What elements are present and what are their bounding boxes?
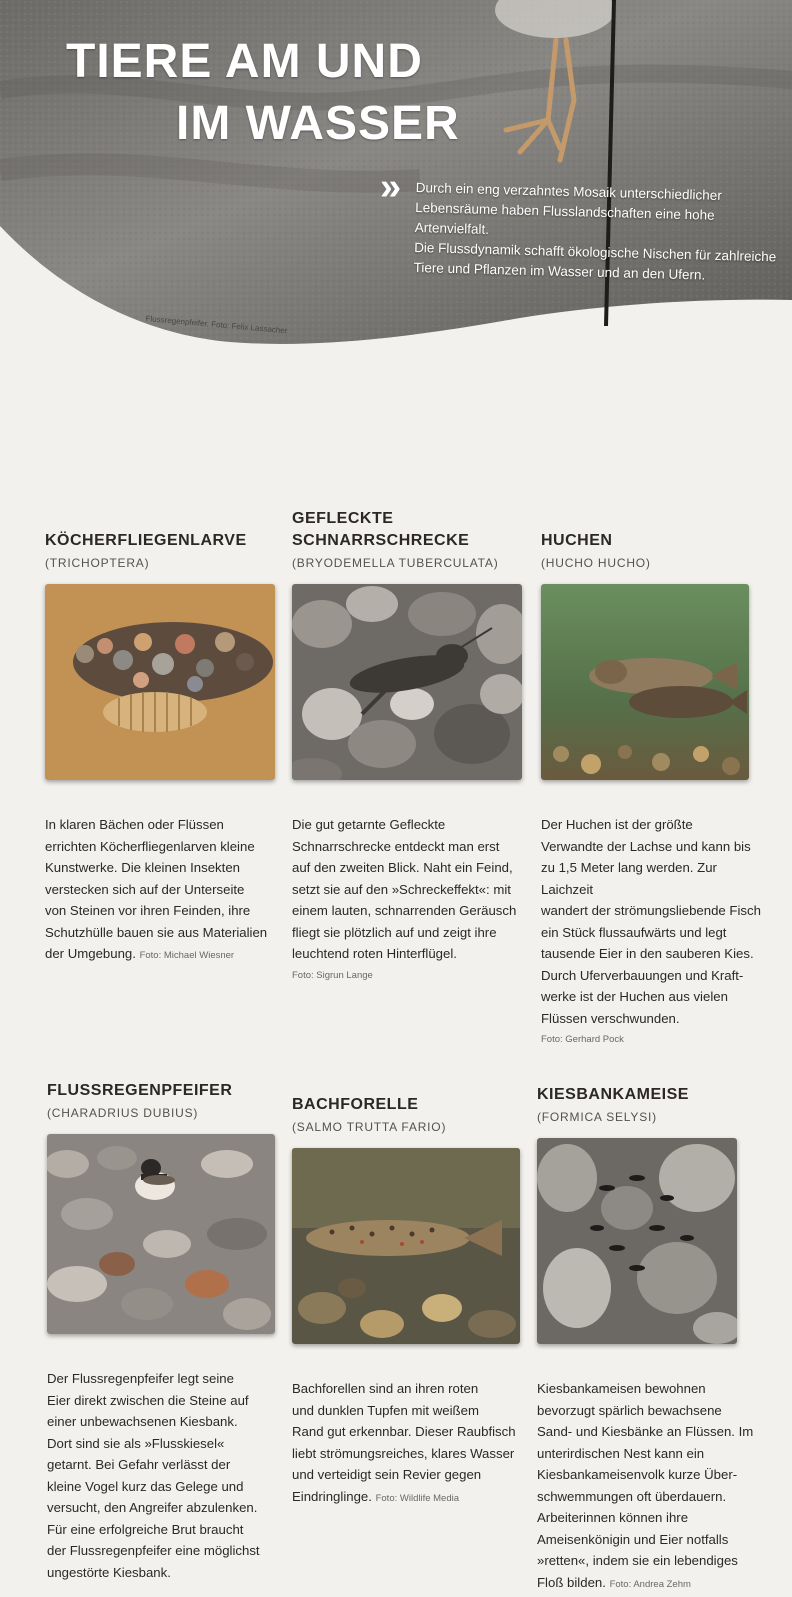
quote-marker: » xyxy=(380,166,396,208)
species-name: GEFLECKTE SCHNARRSCHRECKE xyxy=(292,510,470,549)
species-description: Die gut getarnte Gefleckte Schnarrschrecke entdeckt man erst auf den zweiten Blick. Naht ein Feind, setzt sie auf den »Schreckeffekt«: mit einem lauten, schnarrenden Geräusch fliegt sie plötzlich auf und zeigt ihre leuchtend roten Hinterflügel. Foto: Sigrun Lange xyxy=(292,814,520,986)
grasshopper-photo xyxy=(292,584,522,780)
species-description: In klaren Bächen oder Flüssen errichten Köcherfliegenlarven kleine Kunstwerke. Die kleinen Insekten verstecken sich auf der Unterseite von Steinen vor ihren Feinden, ihre Schutzhülle bauen sie aus Materialien der Umgebung. Foto: Michael Wiesner xyxy=(45,817,268,961)
photo-credit: Foto: Michael Wiesner xyxy=(139,950,235,961)
species-latin-name: (CHARADRIUS DUBIUS) xyxy=(47,1106,199,1120)
ant-photo xyxy=(537,1138,737,1344)
hero-photo-credit: Flussregenpfeifer. Foto: Felix Lassacher xyxy=(145,314,288,336)
species-card-kiesbankameise xyxy=(537,1084,765,1595)
photo-credit: Foto: Wildlife Media xyxy=(375,1492,460,1504)
species-latin-name: (TRICHOPTERA) xyxy=(45,556,150,570)
species-card-huchen xyxy=(541,530,769,1051)
caddisfly-larva-photo xyxy=(45,584,275,780)
intro-line: Tiere und Pflanzen im Wasser und an den Ufern. xyxy=(413,259,706,283)
species-latin-name: (BRYODEMELLA TUBERCULATA) xyxy=(292,556,499,570)
intro-text xyxy=(413,178,787,288)
intro-line: Durch ein eng verzahntes Mosaik unterschiedlicher xyxy=(415,179,722,204)
hero-photo xyxy=(0,0,792,360)
species-name: FLUSSREGENPFEIFER xyxy=(47,1082,233,1099)
photo-credit: Foto: Andrea Zehm xyxy=(609,1578,691,1590)
plover-photo xyxy=(47,1134,275,1334)
intro-line: Die Flussdynamik schafft ökologische Nischen für zahlreiche xyxy=(413,239,777,265)
species-card-gefleckte-schnarrschrecke xyxy=(292,508,522,986)
species-latin-name: (FORMICA SELYSI) xyxy=(537,1110,657,1124)
species-card-koecherfliegenlarve xyxy=(45,530,275,967)
intro-line: Lebensräume haben Flusslandschaften eine hohe Artenvielfalt. xyxy=(414,199,715,237)
huchen-fish-photo xyxy=(541,584,749,780)
page-title-line-2: IM WASSER xyxy=(176,97,460,150)
photo-credit: Foto: Gerhard Pock xyxy=(541,1034,624,1045)
species-latin-name: (SALMO TRUTTA FARIO) xyxy=(292,1120,447,1134)
species-name: KIESBANKAMEISE xyxy=(537,1086,689,1103)
page-title-line-1: TIERE AM UND xyxy=(66,35,423,88)
species-name: BACHFORELLE xyxy=(292,1096,419,1113)
trout-photo xyxy=(292,1148,520,1344)
photo-credit: Foto: Sigrun Lange xyxy=(292,969,373,981)
species-description: Kiesbankameisen bewohnen bevorzugt spärlich bewachsene Sand- und Kiesbänke an Flüssen. Im unterirdischen Nest kann ein Kiesbankameisenvolk kurze Über- schwemmungen oft überdauern. Arbeiterinnen können ihre Ameisenkönigin und Eier notfalls »retten«, indem sie ein lebendiges Floß bilden. Foto: Andrea Zehm xyxy=(537,1381,754,1590)
species-description: Bachforellen sind an ihren roten und dunklen Tupfen mit weißem Rand gut erkennbar. Dieser Raubfisch liebt strömungsreiches, klares Wasser und verteidigt sein Revier gegen Eindringlinge. Foto: Wildlife Media xyxy=(292,1381,516,1504)
species-latin-name: (HUCHO HUCHO) xyxy=(541,556,651,570)
species-card-flussregenpfeifer xyxy=(47,1080,275,1583)
species-name: HUCHEN xyxy=(541,532,613,549)
species-description: Der Flussregenpfeifer legt seine Eier direkt zwischen die Steine auf einer unbewachsenen Kiesbank. Dort sind sie als »Flusskiesel« getarnt. Bei Gefahr verlässt der kleine Vogel kurz das Gelege und versucht, den Angreifer abzulenken. Für eine erfolgreiche Brut braucht der Flussregenpfeifer eine möglichst ungestörte Kiesbank. xyxy=(47,1371,260,1580)
species-description: Der Huchen ist der größte Verwandte der Lachse und kann bis zu 1,5 Meter lang werden. Zur Laichzeit wandert der strömungsliebende Fisch ein Stück flussaufwärts und legt tausende Eier in den sauberen Kies. Durch Uferverbauungen und Kraft- werke ist der Huchen aus vielen Flüssen verschwunden. Foto: Gerhard Pock xyxy=(541,814,769,1051)
species-name: KÖCHERFLIEGENLARVE xyxy=(45,532,247,549)
species-card-bachforelle xyxy=(292,1094,520,1509)
